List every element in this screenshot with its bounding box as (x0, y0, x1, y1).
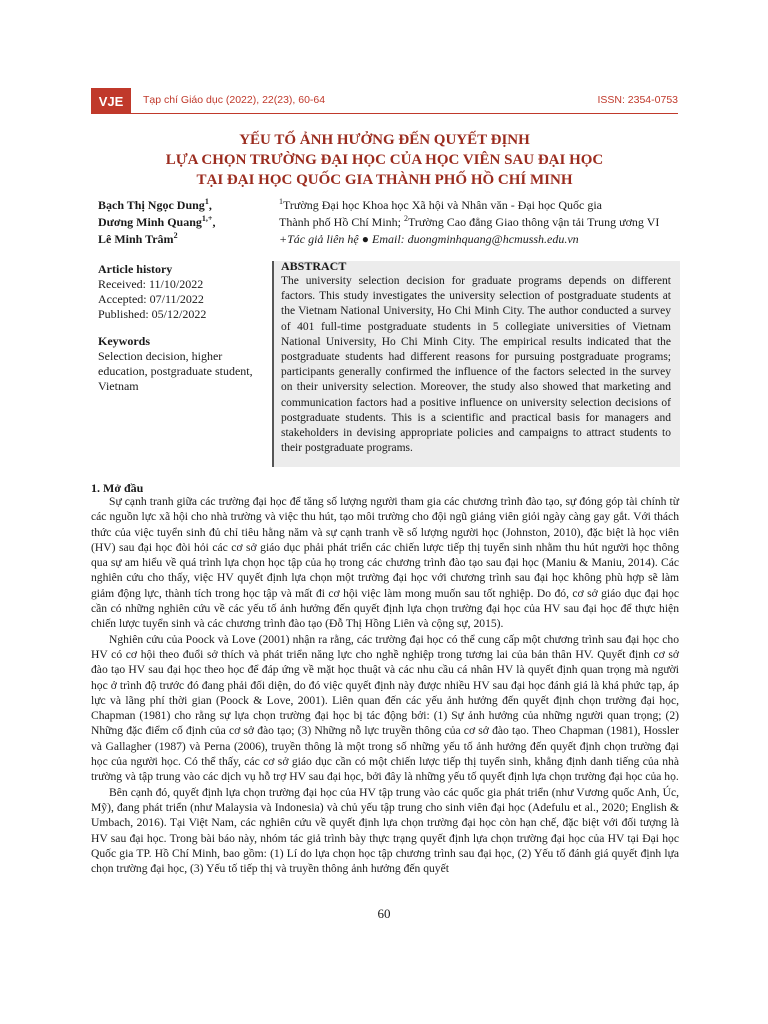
section-heading: 1. Mở đầu (91, 481, 144, 495)
history-heading: Article history (98, 262, 173, 276)
keywords-block (98, 334, 268, 394)
abstract-text: The university selection decision for graduate programs depends on different factors. This study investigates the university selection of postgraduate students at the Vietnam National University, Ho Chi Minh City. The author conducted a survey of 401 full-time postgraduate students in 5 collegiate universities of Vietnam National University, Ho Chi Minh City. The empirical results indicated that the postgraduate students had different reasons for pursuing postgraduate programs; participants generally confirmed the influence of the factors selected in the survey on their university selection. Moreover, the study also showed that marketing and communication factors had a positive influence on university selection decisions of postgraduate students. This is a scientific and practical basis for managers and stakeholders in devising appropriate policies and campaigns to attract students to their postgraduate programs. (281, 275, 671, 455)
body-paragraph: Bên cạnh đó, quyết định lựa chọn trường đại học của HV tập trung vào các quốc gia phát triển (như Vương quốc Anh, Úc, Mỹ), đang phát triển (như Malaysia và Indonesia) và chủ yếu tập trung cho sinh viên đại học (Adefulu et al., 2020; English & Umbach, 2016). Tại Việt Nam, các nghiên cứu về quyết định lựa chọn trường đại học còn hạn chế, đặc biệt với đối tượng là HV sau đại học. Trong bài báo này, nhóm tác giả trình bày thực trạng quyết định lựa chọn trường đại học của HV tại Đại học Quốc gia TP. Hồ Chí Minh, bao gồm: (1) Lí do lựa chọn học tập chương trình sau đại học, (2) Yếu tố đánh giá quyết định lựa chọn trường đại học, (3) Yếu tố tiếp thị và truyền thông ảnh hưởng đến quyết (91, 785, 679, 876)
page-number: 60 (377, 906, 391, 921)
corresponding-author: +Tác giả liên hệ ● Email: duongminhquang@hcmussh.edu.vn (279, 232, 579, 246)
author: Dương Minh Quang$^{1,+}$, (98, 214, 216, 229)
author-list (98, 197, 268, 248)
journal-logo-badge: VJE (91, 88, 131, 114)
title-line: YẾU TỐ ẢNH HƯỞNG ĐẾN QUYẾT ĐỊNH (239, 132, 530, 148)
title-line: TẠI ĐẠI HỌC QUỐC GIA THÀNH PHỐ HỒ CHÍ MINH (196, 172, 573, 188)
issn: ISSN: 2354-0753 (597, 94, 678, 106)
received-date: Received: 11/10/2022 (98, 277, 204, 291)
author: Lê Minh Trâm$^2$ (98, 231, 178, 246)
published-date: Published: 05/12/2022 (98, 307, 207, 321)
title-line: LỰA CHỌN TRƯỜNG ĐẠI HỌC CỦA HỌC VIÊN SAU ĐẠI HỌC (165, 152, 604, 168)
abstract-heading: ABSTRACT (281, 259, 347, 273)
accepted-date: Accepted: 07/11/2022 (98, 292, 204, 306)
article-title (91, 130, 678, 190)
keywords-heading: Keywords (98, 334, 150, 348)
journal-citation: Tạp chí Giáo dục (2022), 22(23), 60-64 (143, 94, 326, 106)
header-divider (131, 113, 678, 114)
affiliation-line: $^1$Trường Đại học Khoa học Xã hội và Nhân văn - Đại học Quốc gia (279, 197, 602, 212)
body-paragraph: Nghiên cứu của Poock và Love (2001) nhận ra rằng, các trường đại học có thể cung cấp một chương trình sau đại học cho HV có cơ hội theo đuổi sở thích và phát triển năng lực cho nghề nghiệp trong tương lai của bản thân HV. Quyết định cơ sở đào tạo HV sau đại học theo học để đáp ứng về mặt học thuật và các nhu cầu cá nhân HV là quyết định quan trọng mà người học ở trình độ trước đó đang phải đối diện, do đó việc quyết định này được nhiều HV sau đại học đánh giá là khá phức tạp, áp lực và lãng phí thời gian (Poock & Love, 2001). Liên quan đến các yếu ảnh hưởng đến quyết định chọn trường đại học, Chapman (1981) cho rằng sự lựa chọn trường đại học bị tác động bởi: (1) Sự ảnh hưởng của những người quan trọng; (2) Những đặc điểm cố định của cơ sở đào tạo; (3) Những nỗ lực truyền thông của cơ sở đào tạo. Theo Chapman (1981), Hossler và Gallagher (1987) và Perna (2006), truyền thông là một trong số những yếu tố ảnh hưởng đến quyết định chọn trường đại học của người học. Có thể thấy, các cơ sở giáo dục cần có một chiến lược tiếp thị tuyển sinh, khẳng định danh tiếng của nhà trường và tập trung vào các dịch vụ hỗ trợ HV sau đại học, bởi đây là những yếu tố quyết định lựa chọn trường đại học của họ. (91, 632, 679, 784)
journal-header (91, 88, 678, 114)
affiliations (279, 197, 679, 248)
article-history (98, 262, 268, 322)
author: Bạch Thị Ngọc Dung$^1$, (98, 197, 212, 212)
body-text (91, 494, 679, 876)
keywords-text: Selection decision, higher education, postgraduate student, Vietnam (98, 349, 253, 393)
body-paragraph: Sự cạnh tranh giữa các trường đại học để tăng số lượng người tham gia các chương trình đào tạo, sự đóng góp tài chính từ các nguồn lực xã hội cho nhà trường và việc thu hút, tạo môi trường cho đội ngũ giảng viên giỏi ngày càng gay gắt. Với thách thức của việc tuyển sinh đủ chỉ tiêu hằng năm và sự cạnh tranh về số lượng người học (Johnston, 2010), đặc biệt là học viên (HV) sau đại học đòi hỏi các cơ sở giáo dục phải phát triển các chiến lược tiếp thị tuyển sinh nhằm thu hút người học thông qua sự am hiểu về quá trình lựa chọn học tập của họ trong các chương trình đào tạo sau đại học (Maniu & Maniu, 2014). Các nghiên cứu cho thấy, việc HV quyết định lựa chọn một trường đại học với chương trình sau đại học không phù hợp sẽ làm giảm động lực, thành tích trong học tập và mất đi cơ hội việc làm mong muốn sau tốt nghiệp. Do đó, cơ sở giáo dục đại học cần có những nghiên cứu về các yếu tố ảnh hưởng đến quyết định lựa chọn trường đại học của HV sau đại học để thực hiện chiến lược tuyển sinh và các chương trình đào tạo (Đỗ Thị Hồng Liên và cộng sự, 2015). (91, 495, 679, 631)
affiliation-line: Thành phố Hồ Chí Minh; $^2$Trường Cao đẳng Giao thông vận tải Trung ương VI (279, 214, 660, 229)
